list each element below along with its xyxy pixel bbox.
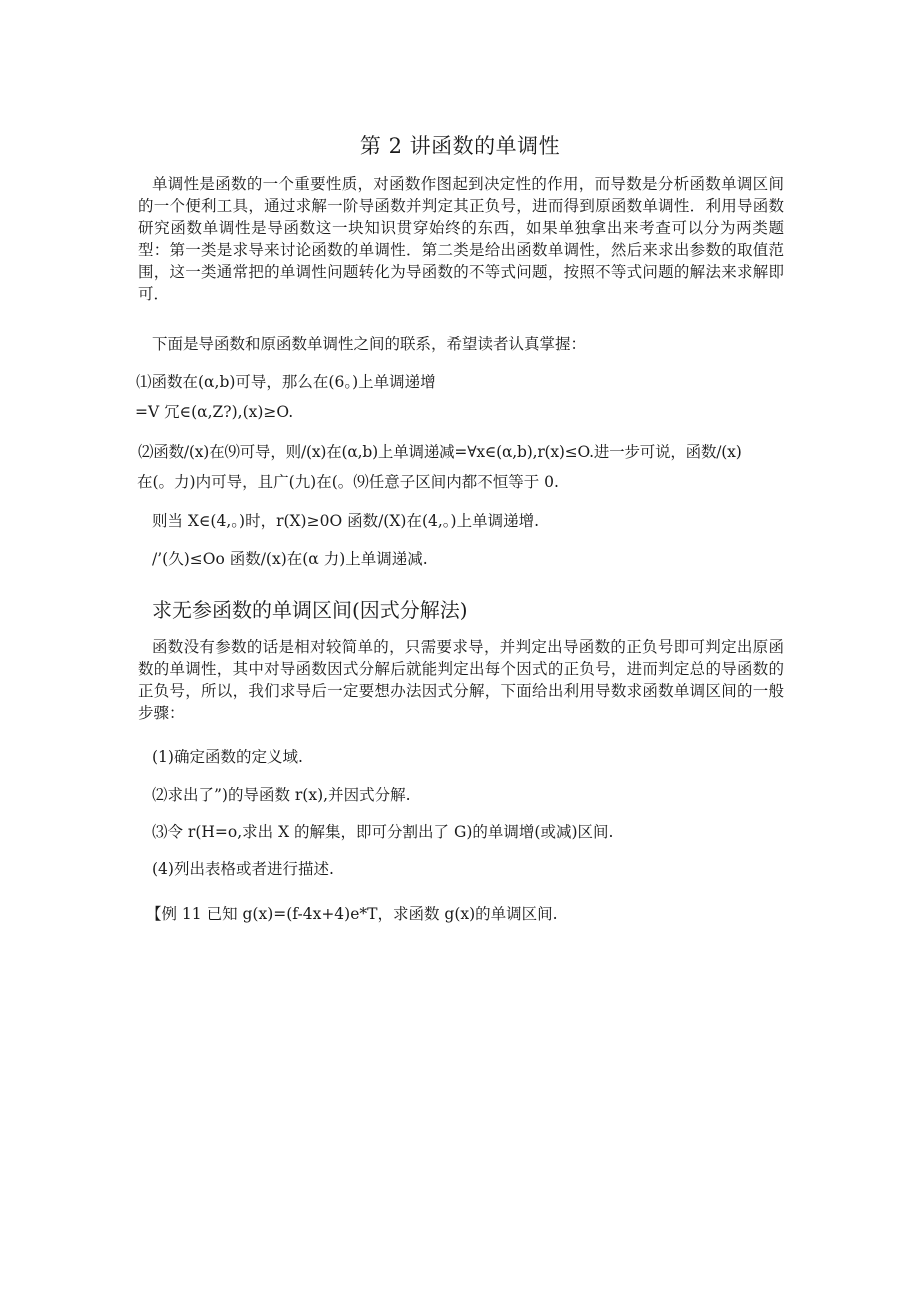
rule-4-line: /’(久)≤Oo 函数/(x)在(α 力)上单调递减. [152, 550, 428, 568]
rule-1-line-a: ⑴函数在(α,b)可导，那么在(6。)上单调递增 [136, 373, 436, 391]
step-1: (1)确定函数的定义域. [152, 748, 303, 766]
rule-2-line-a: ⑵函数/(x)在⑼可导，则/(x)在(α,b)上单调递减=∀x∈(α,b),r(x)≤O.进一步可说，函数/(x) [138, 443, 742, 461]
rule-1-line-b: =V 冗∈(α,Z?),(x)≥O. [135, 403, 294, 421]
intro-paragraph: 单调性是函数的一个重要性质，对函数作图起到决定性的作用，而导数是分析函数单调区间的一个便利工具，通过求解一阶导函数并判定其正负号，进而得到原函数单调性．利用导函数研究函数单调性是导函数这一块知识贯穿始终的东西，如果单独拿出来考查可以分为两类题型：第一类是求导来讨论函数的单调性．第二类是给出函数单调性，然后来求出参数的取值范围，这一类通常把的单调性问题转化为导函数的不等式问题，按照不等式问题的解法来求解即可． [138, 175, 784, 303]
section-title: 求无参函数的单调区间(因式分解法) [152, 598, 468, 622]
step-3: ⑶令 r(H=o,求出 X 的解集，即可分割出了 G)的单调增(或减)区间. [152, 823, 614, 841]
rule-3-line: 则当 X∈(4,。)时，r(X)≥0O 函数/(X)在(4,。)上单调递增. [152, 512, 540, 530]
step-4: (4)列出表格或者进行描述. [152, 860, 334, 878]
step-2: ⑵求出了”)的导函数 r(x),并因式分解. [152, 786, 411, 804]
relation-intro: 下面是导函数和原函数单调性之间的联系，希望读者认真掌握： [152, 335, 587, 353]
section-intro-paragraph: 函数没有参数的话是相对较简单的，只需要求导，并判定出导函数的正负号即可判定出原函数的单调性，其中对导函数因式分解后就能判定出每个因式的正负号，进而判定总的导函数的正负号，所以，我们求导后一定要想办法因式分解，下面给出利用导数求函数单调区间的一般步骤： [138, 638, 784, 722]
example-1: 【例 11 已知 g(x)=(f-4x+4)e*T，求函数 g(x)的单调区间. [146, 905, 558, 923]
page-title: 第 2 讲函数的单调性 [359, 134, 561, 158]
rule-2-line-b: 在(。力)内可导，且广(九)在(。⑼任意子区间内都不恒等于 0. [137, 473, 559, 491]
